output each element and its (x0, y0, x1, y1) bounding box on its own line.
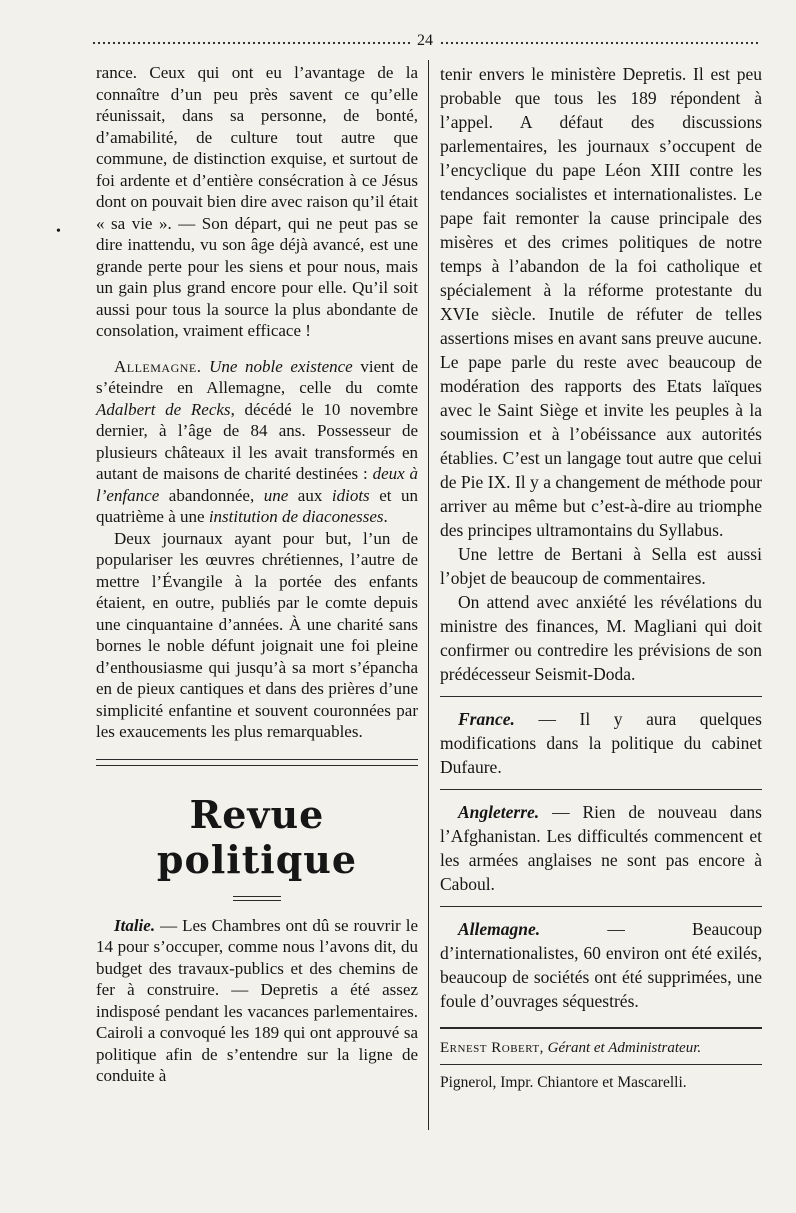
allemagne-paragraph (96, 356, 418, 528)
text-run: vient de s’éteindre en Allemagne, celle du comte (96, 356, 418, 397)
text-run: abandonnée, (159, 485, 264, 505)
angleterre-paragraph (440, 800, 762, 896)
text-run: aux (288, 485, 332, 505)
rule (440, 696, 762, 697)
editor-role: Gérant et Administrateur. (547, 1040, 702, 1056)
signature-line (440, 1038, 762, 1058)
text-run: . (383, 507, 388, 526)
rule (440, 906, 762, 907)
text-run: — Rien de nouveau dans l’Afghanistan. Les difficultés commencent et les armées anglaises ne sont pas encore à Caboul. (440, 802, 762, 894)
section-separator (96, 759, 418, 766)
italic-run: institution de diaconesses (208, 507, 384, 526)
obituary-paragraph: rance. Ceux qui ont eu l’avantage de la connaître d’un peu près savent ce qu’elle réunissait, dans sa personne, de bonté, d’amabilité, de culture tout autre que commune, de distinction exquise, et surtout de foi ardente et d’entière consécration à ce Jésus dont on pouvait bien dire avec raison qu’il était « sa vie ». — Son départ, qui ne peut pas se dire inattendu, vu son âge déjà avancé, est une grande perte pour les siens et pour nous, mais un gain plus grand encore pour elle. Qu’il soit aussi pour tous la source la plus abondante de consolation, vraiment efficace ! (96, 63, 418, 340)
allemagne-label: Allemagne. (458, 919, 541, 939)
margin-mark: • (56, 224, 61, 239)
rule (440, 789, 762, 790)
page-header (92, 30, 758, 50)
allemagne-label: Allemagne. (114, 356, 202, 376)
text-run: — Il y aura quelques modifications dans la politique du cabinet Dufaure. (440, 709, 762, 777)
signature-rule (440, 1027, 762, 1032)
italie-paragraph (96, 915, 418, 1087)
angleterre-label: Angleterre. (458, 802, 540, 822)
rule (440, 1064, 762, 1065)
france-paragraph (440, 707, 762, 779)
text-run: , décédé le 10 novembre dernier, à l’âge de 84 ans. Possesseur de plusieurs châteaux il les avait transformés en autant de maisons de charité destinées : (96, 399, 418, 483)
column-divider (428, 60, 429, 1130)
magliani-paragraph: On attend avec anxiété les révélations du ministre des finances, M. Magliani qui doit confirmer ou contredire les prévisions de son prédécesseur Seismit-Doda. (440, 592, 762, 684)
editor-name: Ernest Robert, (440, 1040, 544, 1056)
title-rule (233, 896, 281, 901)
italic-run: idiots (331, 485, 370, 505)
encyclique-paragraph: tenir envers le ministère Depretis. Il est peu probable que tous les 189 répondent à l’appel. A défaut des discussions parlementaires, les journaux s’occupent de l’encyclique du pape Léon XIII contre les tendances socialistes et internationalistes. Le pape fait remonter la cause principale des misères et des crimes politiques de notre temps à l’abandon de la foi catholique et spécialement à la réforme protestante du XVIe siècle. Inutile de réfuter de telles assertions mises en avant sans preuve aucune. Le pape parle du reste avec beaucoup de modération des rapports des Etats laïques avec le Saint Siège et invite les peuples à la soumission et à l’obéissance aux autorités établies. C’est un langage tout autre que celui de Pie IX. Il y a changement de méthode pour arriver au même but c’est-à-dire au triomphe des principes ultramontains du Syllabus. (440, 64, 762, 540)
right-column (440, 62, 762, 1093)
italic-run: Adalbert de Recks (96, 399, 231, 419)
imprint-line: Pignerol, Impr. Chiantore et Mascarelli. (440, 1074, 687, 1091)
page-number: 24 (417, 32, 433, 49)
italie-label: Italie. (114, 915, 156, 935)
left-column (96, 62, 418, 1087)
text-run: et un quatrième à une (96, 485, 418, 526)
italic-run: Une noble existence (209, 356, 353, 376)
allemagne-politique-paragraph (440, 917, 762, 1013)
italic-run: une (263, 485, 289, 505)
section-title: Revue politique (156, 791, 358, 882)
france-label: France. (458, 709, 515, 729)
text-run (202, 357, 210, 376)
bertani-paragraph: Une lettre de Bertani à Sella est aussi l’objet de beaucoup de commentaires. (440, 544, 762, 588)
text-run: — Beaucoup d’internationalistes, 60 environ ont été exilés, beaucoup de sociétés ont été supprimées, une foule d’ouvrages séquestrés. (440, 919, 762, 1011)
journaux-paragraph: Deux journaux ayant pour but, l’un de populariser les œuvres chrétiennes, l’autre de mettre l’Évangile à la portée des enfants étaient, en outre, publiés par le comte depuis une cinquantaine d’années. À une charité sans bornes le noble défunt joignait une foi pleine d’enthousiasme qui jusqu’à sa mort s’épancha en de pieux cantiques et dans des prières d’une simplicité enfantine et souvent couronnées par les exaucements les plus remarquables. (96, 528, 418, 741)
italic-run: deux à l’enfance (96, 464, 418, 505)
text-run: — Les Chambres ont dû se rouvrir le 14 pour s’occuper, comme nous l’avons dit, du budget des travaux-publics et des chemins de fer à construire. — Depretis a été assez indisposé pendant les vacances parlementaires. Cairoli a convoqué les 189 qui ont approuvé sa politique afin de s’entendre sur la ligne de conduite à (96, 915, 418, 1085)
header-ornament-right (440, 41, 758, 45)
header-ornament-left (92, 41, 410, 45)
